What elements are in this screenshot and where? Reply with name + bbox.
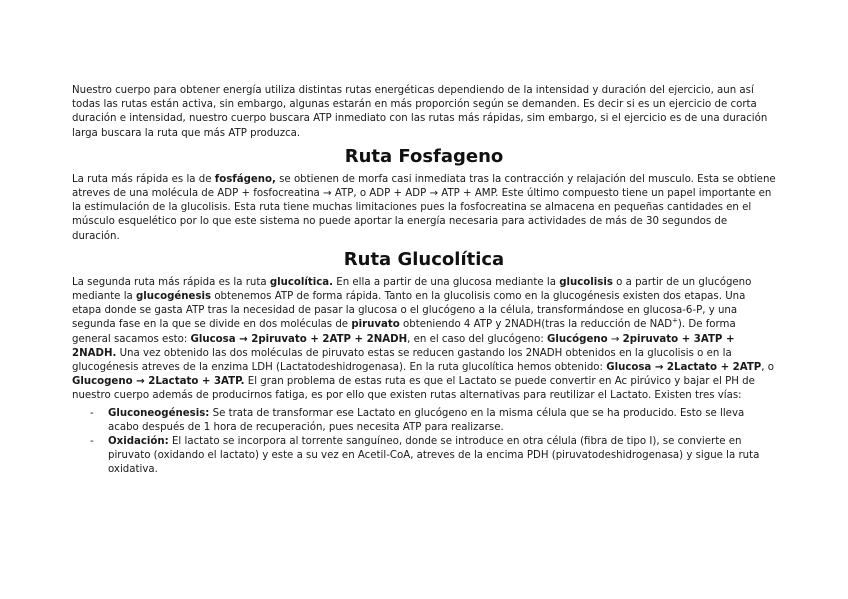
nad-superscript: + bbox=[672, 317, 678, 326]
arrow-icon: → bbox=[607, 333, 623, 345]
glucolitica-text: Una vez obtenido las dos moléculas de piruvato estas se reducen gastando los 2NADH obtenidos en la glucolisis o en la glucogénesis atreves de la enzima LDH (Lactatodeshidrogenasa). En la ruta glucolítica hemos obtenido: bbox=[72, 347, 732, 374]
dash-bullet-icon: - bbox=[90, 436, 94, 448]
glucolisis-term: glucolisis bbox=[559, 276, 613, 288]
glucolitica-text: obteniendo 4 ATP y 2NADH(tras la reducción de NAD bbox=[399, 319, 673, 331]
bullet-list bbox=[72, 407, 776, 478]
list-item-label: Oxidación: bbox=[108, 436, 169, 448]
intro-paragraph: Nuestro cuerpo para obtener energía utiliza distintas rutas energéticas dependiendo de la intensidad y duración del ejercicio, aun así todas las rutas están activa, sin embargo, algunas estarán en más proporción según se demanden. Es decir si es un ejercicio de corta duración e intensidad, nuestro cuerpo buscara ATP inmediato con las rutas más rápidas, sim embargo, si el ejercicio es de una duración larga buscara la ruta que más ATP produzca. bbox=[72, 85, 768, 139]
list-item-text: El lactato se incorpora al torrente sanguíneo, donde se introduce en otra célula (fibra de tipo I), se convierte en piruvato (oxidando el lactato) y este a su vez en Acetil-CoA, atreves de la encima PDH (piruvatodeshidrogenasa) y sigue la ruta oxidativa. bbox=[108, 436, 760, 476]
glucolitica-text: En ella a partir de una glucosa mediante la bbox=[333, 276, 560, 288]
glucolitica-text: , en el caso del glucógeno: bbox=[407, 333, 548, 345]
list-item-oxidacion bbox=[72, 435, 776, 478]
equation-glucogeno-lactato: Glucogeno → 2Lactato + 3ATP. bbox=[72, 376, 245, 388]
piruvato-term: piruvato bbox=[351, 319, 400, 331]
arrow-icon: → bbox=[323, 188, 332, 200]
glucolitica-text: ). De forma general sacamos esto: bbox=[72, 319, 736, 345]
heading-ruta-glucolitica: Ruta Glucolítica bbox=[343, 248, 505, 270]
glucolitica-text: , o bbox=[761, 362, 774, 374]
equation-glucogeno-left: Glucógeno bbox=[547, 333, 608, 345]
list-item-label: Gluconeogénesis: bbox=[108, 407, 210, 419]
arrow-icon: → bbox=[429, 188, 439, 200]
fosfageno-text-3: ATP, o ADP + ADP bbox=[331, 188, 430, 200]
list-item-text: Se trata de transformar ese Lactato en glucógeno en la misma célula que se ha producido. Esto se lleva acabo después de 1 hora de recuperación, pues necesita ATP para realizarse. bbox=[108, 407, 745, 433]
fosfageno-paragraph bbox=[72, 173, 776, 244]
equation-glucogeno-right: 2piruvato + 3ATP + 2NADH. bbox=[72, 333, 735, 359]
glucolitica-term: glucolítica. bbox=[269, 276, 334, 288]
glucolitica-text: El gran problema de estas ruta es que el Lactato se puede convertir en Ac pirúvico y bajar el PH de nuestro cuerpo además de producirnos fatiga, es por ello que existen rutas alternativas para reutilizar el Lactato. Existen tres vías: bbox=[72, 376, 755, 402]
glucolitica-text: La segunda ruta más rápida es la ruta bbox=[72, 276, 270, 288]
heading-ruta-fosfageno: Ruta Fosfageno bbox=[344, 145, 504, 167]
dash-bullet-icon: - bbox=[90, 407, 94, 419]
list-item-gluconeogenesis bbox=[72, 407, 776, 435]
fosfageno-term: fosfágeno, bbox=[214, 173, 276, 185]
glucogenesis-term: glucogénesis bbox=[136, 291, 212, 303]
fosfageno-text-4: ATP + AMP. Este último compuesto tiene un papel importante en la estimulación de la glucolisis. Esta ruta tiene muchas limitaciones pues la fosfocreatina se almacena en pequeñas cantidades en el músculo esquelético por lo que este sistema no puede aportar la energía necesaria para actividades de más de 30 segundos de duración. bbox=[72, 188, 772, 242]
glucolitica-paragraph bbox=[72, 276, 776, 404]
fosfageno-text-2: se obtienen de morfa casi inmediata tras la contracción y relajación del musculo. Esta se obtiene atreves de una molécula de ADP + fosfocreatina bbox=[72, 173, 776, 200]
document-body bbox=[72, 84, 776, 478]
equation-glucosa-lactato: Glucosa → 2Lactato + 2ATP bbox=[606, 362, 762, 374]
glucolitica-text: o a partir de un glucógeno mediante la bbox=[72, 276, 752, 303]
equation-glucosa: Glucosa → 2piruvato + 2ATP + 2NADH bbox=[190, 333, 408, 345]
glucolitica-text: obtenemos ATP de forma rápida. Tanto en la glucolisis como en la glucogénesis existen dos etapas. Una etapa donde se gasta ATP tras la necesidad de pasar la glucosa o el glucógeno a la célula, transformándose en glucosa-6-P, y una segunda fase en la que se divide en dos moléculas de bbox=[72, 291, 746, 331]
fosfageno-text-1: La ruta más rápida es la de bbox=[72, 173, 215, 185]
